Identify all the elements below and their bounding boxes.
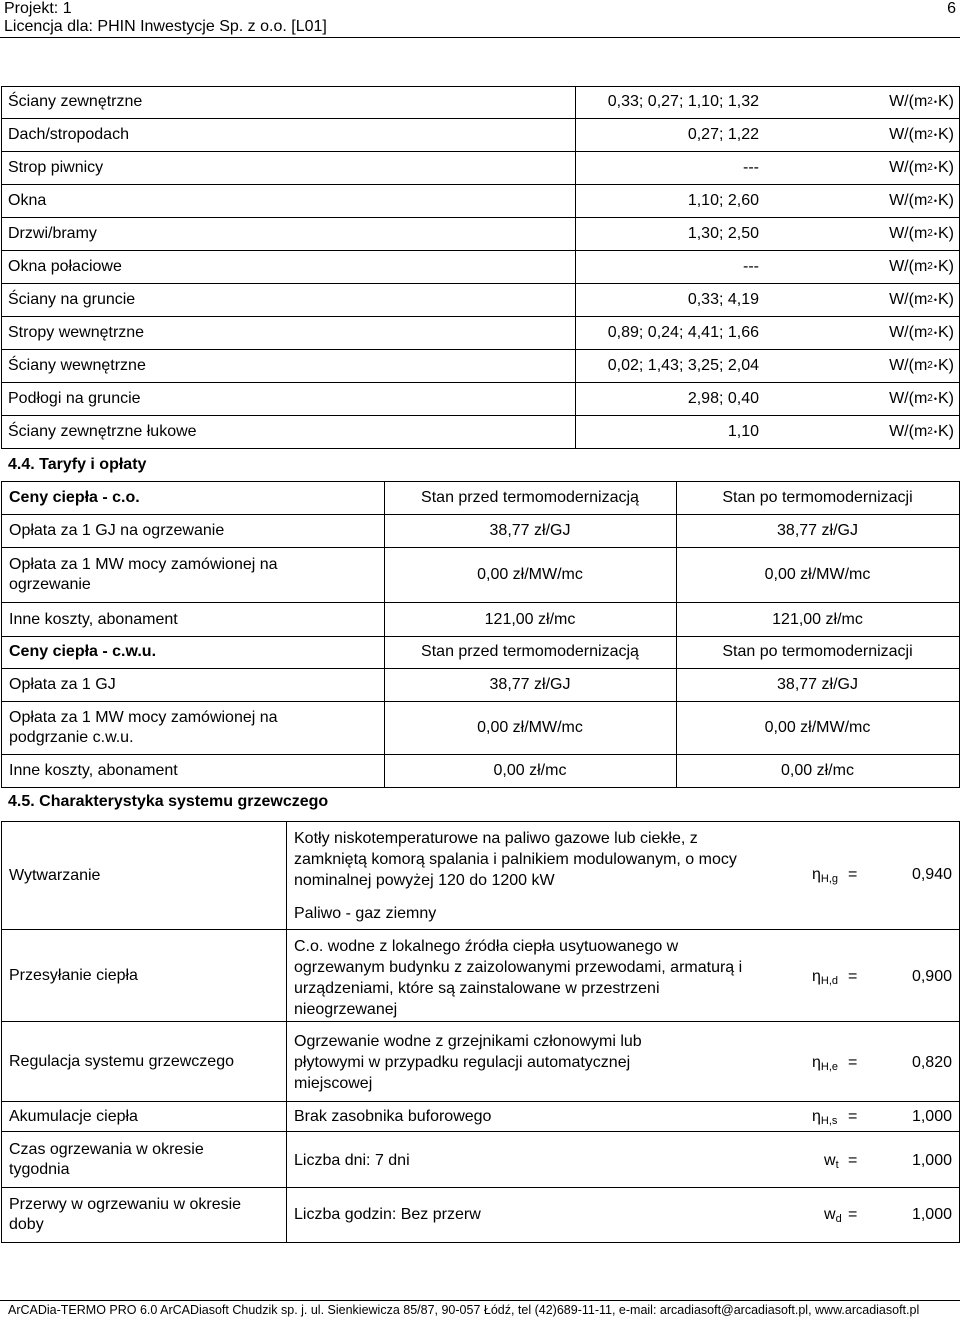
u-row-label: Podłogi na gruncie [8, 390, 141, 407]
row-before: 0,00 zł/mc [493, 761, 567, 779]
unit-prefix: W/(m [889, 291, 928, 308]
u-row-label: Okna [8, 192, 47, 209]
symbol-subscript: H,g [820, 873, 839, 885]
table-row [2, 702, 959, 755]
u-row-label: Drzwi/bramy [8, 225, 97, 242]
unit-prefix: W/(m [889, 324, 928, 341]
row-label: Przesyłanie ciepła [9, 966, 138, 984]
symbol-subscript: H,e [820, 1061, 839, 1073]
cwu-tariff-header-row [2, 636, 959, 669]
u-row-value: 2,98; 0,40 [687, 390, 759, 407]
unit-dot: • [933, 97, 937, 107]
row-eq: = [848, 1054, 858, 1071]
u-table-row [1, 383, 960, 416]
co-col-after: Stan po termomodernizacji [722, 489, 913, 506]
u-table-row [1, 152, 960, 185]
row-after: 0,00 zł/mc [781, 761, 854, 779]
unit-dot: • [933, 262, 937, 272]
u-row-unit: W/(m 2 • K) [889, 324, 954, 341]
u-row-unit: W/(m 2 • K) [889, 192, 954, 209]
row-label: Czas ogrzewania w okresie tygodnia [9, 1140, 204, 1178]
u-row-value: --- [743, 258, 759, 275]
row-eq: = [848, 1152, 858, 1169]
symbol-subscript: d [835, 1213, 842, 1225]
row-after: 121,00 zł/mc [772, 610, 863, 628]
u-value-table [1, 86, 960, 450]
row-desc: Brak zasobnika buforowego [294, 1108, 492, 1125]
u-row-label: Ściany zewnętrzne łukowe [8, 423, 197, 440]
unit-suffix: K) [938, 291, 954, 308]
cwu-tariff-table [1, 636, 960, 788]
u-table-vline [575, 86, 576, 449]
u-row-label: Ściany na gruncie [8, 291, 136, 308]
unit-prefix: W/(m [889, 93, 928, 110]
cwu-col-after: Stan po termomodernizacji [722, 643, 913, 660]
row-value: 1,000 [911, 1108, 952, 1125]
u-table-row [1, 317, 960, 350]
unit-dot: • [933, 229, 937, 239]
u-row-value: 1,10; 2,60 [687, 192, 759, 209]
u-table-row [1, 86, 960, 119]
co-tariff-table [1, 481, 960, 637]
table-row [2, 603, 959, 636]
license-label: Licencja dla: PHIN Inwestycje Sp. z o.o. [L01] [4, 18, 327, 35]
symbol-subscript: H,d [820, 975, 839, 987]
unit-prefix: W/(m [889, 423, 928, 440]
row-value: 1,000 [911, 1152, 952, 1169]
eta-symbol: η [812, 1054, 821, 1071]
section-heading-heating: 4.5. Charakterystyka systemu grzewczego [8, 793, 329, 810]
u-row-label: Dach/stropodach [8, 126, 129, 143]
heating-system-table [1, 821, 960, 1243]
footer-divider [0, 1300, 960, 1301]
row-before: 38,77 zł/GJ [489, 676, 571, 693]
u-row-unit: W/(m 2 • K) [889, 258, 954, 275]
table-row [2, 755, 959, 786]
u-row-value: 0,33; 4,19 [687, 291, 759, 308]
project-label: Projekt: 1 [4, 0, 72, 17]
table-row [2, 669, 959, 702]
u-row-unit: W/(m 2 • K) [889, 126, 954, 143]
row-after: 38,77 zł/GJ [777, 522, 858, 539]
table-row [2, 548, 959, 603]
u-row-unit: W/(m 2 • K) [889, 390, 954, 407]
row-symbol [812, 967, 838, 987]
u-row-label: Strop piwnicy [8, 159, 104, 176]
w-symbol: w [824, 1152, 836, 1169]
unit-prefix: W/(m [889, 225, 928, 242]
row-symbol [824, 1151, 839, 1171]
table-row [2, 1132, 959, 1188]
unit-dot: • [933, 295, 937, 305]
u-table-row [1, 284, 960, 317]
section-heading-tariffs: 4.4. Taryfy i opłaty [8, 456, 147, 473]
row-after: 0,00 zł/MW/mc [764, 566, 871, 583]
row-label: Regulacja systemu grzewczego [9, 1052, 234, 1070]
u-row-value: 1,10 [727, 423, 759, 440]
u-row-unit: W/(m 2 • K) [889, 291, 954, 308]
row-before: 38,77 zł/GJ [489, 522, 571, 539]
symbol-subscript: H,s [820, 1115, 838, 1127]
u-row-value: 1,30; 2,50 [687, 225, 759, 242]
unit-suffix: K) [938, 192, 954, 209]
row-desc: Kotły niskotemperaturowe na paliwo gazowe lub ciekłe, z zamkniętą komorą spalania i palnikiem modulowanym, o mocy nominalnej powyżej 120 do 1200 kW [294, 830, 737, 889]
unit-prefix: W/(m [889, 357, 928, 374]
unit-suffix: K) [938, 324, 954, 341]
table-row [2, 1102, 959, 1132]
unit-suffix: K) [938, 225, 954, 242]
row-label: Inne koszty, abonament [9, 610, 178, 628]
u-row-value: 0,89; 0,24; 4,41; 1,66 [607, 324, 759, 341]
unit-suffix: K) [938, 159, 954, 176]
u-row-unit: W/(m 2 • K) [889, 357, 954, 374]
u-table-row [1, 350, 960, 383]
co-tariff-title: Ceny ciepła - c.o. [9, 489, 140, 506]
cwu-col-before: Stan przed termomodernizacją [421, 643, 639, 660]
header-divider [0, 37, 960, 38]
row-after: 0,00 zł/MW/mc [764, 719, 871, 736]
u-table-row [1, 119, 960, 152]
row-symbol [824, 1205, 842, 1225]
row-label: Przerwy w ogrzewaniu w okresie doby [9, 1196, 242, 1233]
row-desc: Liczba godzin: Bez przerw [294, 1206, 481, 1223]
u-table-row [1, 251, 960, 284]
u-row-unit: W/(m 2 • K) [889, 159, 954, 176]
unit-prefix: W/(m [889, 126, 928, 143]
co-tariff-header-row [2, 482, 959, 515]
unit-suffix: K) [938, 93, 954, 110]
table-row [2, 515, 959, 548]
row-desc: Ogrzewanie wodne z grzejnikami członowymi lub płytowymi w przypadku regulacji automatycznej miejscowej [294, 1033, 642, 1092]
w-symbol: w [824, 1206, 836, 1223]
u-table-row [1, 416, 960, 449]
row-eq: = [848, 1206, 858, 1223]
row-eq: = [848, 968, 858, 985]
row-symbol [812, 1107, 837, 1127]
u-table-vline [1, 86, 2, 449]
unit-dot: • [933, 328, 937, 338]
u-table-row [1, 185, 960, 218]
row-before: 0,00 zł/MW/mc [477, 566, 583, 583]
row-label: Opłata za 1 GJ na ogrzewanie [9, 522, 225, 539]
u-row-value: 0,33; 0,27; 1,10; 1,32 [607, 93, 759, 110]
row-value: 0,820 [911, 1054, 952, 1071]
u-row-value: --- [743, 159, 759, 176]
footer-text: ArCADia-TERMO PRO 6.0 ArCADiasoft Chudzik sp. j. ul. Sienkiewicza 85/87, 90-057 Łódź, tel (42)689-11-11, e-mail: arcadiasoft@arcadiasoft.pl, www.arcadiasoft.pl [8, 1303, 920, 1317]
u-row-label: Okna połaciowe [8, 258, 122, 275]
u-row-label: Stropy wewnętrzne [8, 324, 145, 341]
row-value: 0,940 [911, 866, 952, 883]
u-row-label: Ściany wewnętrzne [8, 357, 146, 374]
eta-symbol: η [812, 1108, 821, 1125]
unit-suffix: K) [938, 390, 954, 407]
row-label: Opłata za 1 MW mocy zamówionej na podgrzanie c.w.u. [9, 709, 278, 746]
unit-prefix: W/(m [889, 192, 928, 209]
eta-symbol: η [812, 866, 821, 883]
row-value: 1,000 [911, 1206, 952, 1223]
row-eq: = [848, 1108, 858, 1125]
cwu-tariff-title: Ceny ciepła - c.w.u. [9, 643, 157, 660]
unit-suffix: K) [938, 423, 954, 440]
unit-dot: • [933, 163, 937, 173]
u-row-value: 0,27; 1,22 [687, 126, 759, 143]
unit-dot: • [933, 427, 937, 437]
row-desc-extra: Paliwo - gaz ziemny [294, 905, 437, 922]
table-row [2, 930, 959, 1022]
row-label: Opłata za 1 MW mocy zamówionej na ogrzewanie [9, 556, 278, 593]
row-symbol [812, 865, 838, 885]
unit-suffix: K) [938, 126, 954, 143]
symbol-subscript: t [835, 1159, 839, 1171]
row-before: 121,00 zł/mc [484, 610, 576, 628]
row-eq: = [848, 866, 858, 883]
row-before: 0,00 zł/MW/mc [477, 719, 583, 736]
row-label: Inne koszty, abonament [9, 761, 178, 779]
unit-dot: • [933, 196, 937, 206]
page-number: 6 [947, 0, 956, 17]
unit-prefix: W/(m [889, 390, 928, 407]
table-row [2, 1188, 959, 1242]
u-row-value: 0,02; 1,43; 3,25; 2,04 [607, 357, 759, 374]
u-row-unit: W/(m 2 • K) [889, 423, 954, 440]
row-after: 38,77 zł/GJ [777, 676, 858, 693]
unit-suffix: K) [938, 357, 954, 374]
row-value: 0,900 [911, 968, 952, 985]
unit-prefix: W/(m [889, 159, 928, 176]
unit-dot: • [933, 130, 937, 140]
u-row-label: Ściany zewnętrzne [8, 93, 143, 110]
row-label: Wytwarzanie [9, 866, 101, 884]
row-symbol [812, 1053, 838, 1073]
row-desc: Liczba dni: 7 dni [294, 1152, 410, 1169]
unit-suffix: K) [938, 258, 954, 275]
u-row-unit: W/(m 2 • K) [889, 93, 954, 110]
eta-symbol: η [812, 968, 821, 985]
table-row [2, 1022, 959, 1102]
co-col-before: Stan przed termomodernizacją [421, 489, 639, 506]
unit-dot: • [933, 394, 937, 404]
row-label: Opłata za 1 GJ [9, 676, 116, 693]
unit-prefix: W/(m [889, 258, 928, 275]
unit-dot: • [933, 361, 937, 371]
row-desc: C.o. wodne z lokalnego źródła ciepła usytuowanego w ogrzewanym budynku z zaizolowanymi przewodami, armaturą i urządzeniami, które są zainstalowane w przestrzeni nieogrzewanej [294, 938, 743, 1018]
row-label: Akumulacje ciepła [9, 1107, 138, 1125]
u-table-row [1, 218, 960, 251]
u-row-unit: W/(m 2 • K) [889, 225, 954, 242]
table-row [2, 822, 959, 930]
